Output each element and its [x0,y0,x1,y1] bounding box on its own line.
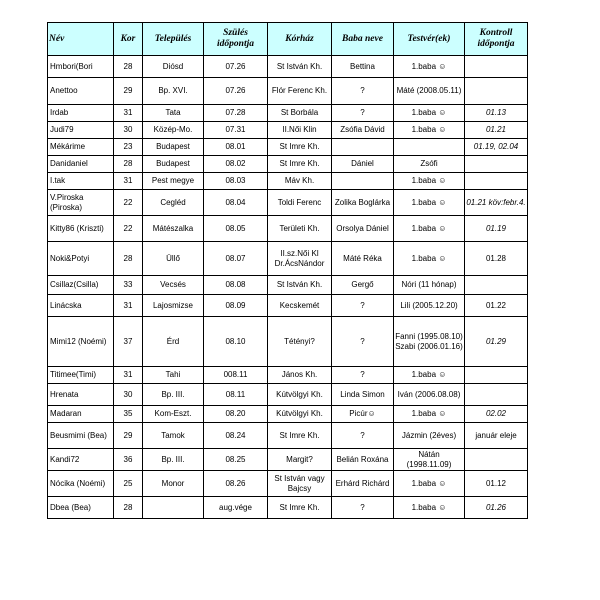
cell-korhaz: II.sz.Női Kl Dr.ÁcsNándor [268,242,332,276]
cell-szules: 08.08 [204,276,268,295]
cell-kontroll: 01.22 [465,295,528,317]
cell-baba: Picúr☺ [332,406,394,423]
cell-nev: Danidaniel [48,156,114,173]
cell-korhaz: St Imre Kh. [268,156,332,173]
table-row [48,449,528,471]
cell-baba: ? [332,105,394,122]
cell-telepules: Budapest [143,156,204,173]
cell-telepules: Monor [143,471,204,497]
cell-testver: Fanni (1995.08.10) Szabi (2006.01.16) [394,317,465,367]
cell-telepules: Érd [143,317,204,367]
cell-korhaz: St István vagy Bajcsy [268,471,332,497]
table-row [48,156,528,173]
cell-korhaz: St Imre Kh. [268,423,332,449]
header-kor: Kor [114,23,143,56]
header-kontroll: Kontroll időpontja [465,23,528,56]
cell-korhaz: St István Kh. [268,276,332,295]
header-korhaz: Kórház [268,23,332,56]
cell-baba: Bettina [332,56,394,78]
cell-szules: 08.11 [204,384,268,406]
cell-telepules: Kom-Eszt. [143,406,204,423]
cell-korhaz: Kútvölgyi Kh. [268,384,332,406]
table-row [48,276,528,295]
cell-nev: Kandi72 [48,449,114,471]
cell-nev: Mékárime [48,139,114,156]
cell-szules: 07.28 [204,105,268,122]
cell-baba: Linda Simon [332,384,394,406]
cell-testver: 1.baba ☺ [394,471,465,497]
cell-kor: 37 [114,317,143,367]
cell-testver: Máté (2008.05.11) [394,78,465,105]
cell-kontroll [465,367,528,384]
cell-kor: 31 [114,105,143,122]
cell-szules: 08.05 [204,216,268,242]
cell-korhaz: Máv Kh. [268,173,332,190]
cell-kor: 28 [114,497,143,519]
cell-nev: Kitty86 (Kriszti) [48,216,114,242]
cell-nev: V.Piroska (Piroska) [48,190,114,216]
cell-testver: 1.baba ☺ [394,406,465,423]
table-row [48,471,528,497]
cell-kor: 30 [114,122,143,139]
cell-nev: Nócika (Noémi) [48,471,114,497]
cell-kontroll: 01.19, 02.04 [465,139,528,156]
cell-telepules: Diósd [143,56,204,78]
cell-szules: 08.24 [204,423,268,449]
table-row [48,384,528,406]
table-row [48,190,528,216]
cell-nev: Dbea (Bea) [48,497,114,519]
cell-kontroll: 01.28 [465,242,528,276]
table-row [48,406,528,423]
cell-kor: 33 [114,276,143,295]
cell-testver: 1.baba ☺ [394,122,465,139]
cell-testver: Zsófi [394,156,465,173]
cell-nev: Irdab [48,105,114,122]
cell-korhaz: Toldi Ferenc [268,190,332,216]
cell-testver: 1.baba ☺ [394,497,465,519]
cell-szules: 08.03 [204,173,268,190]
cell-korhaz: St István Kh. [268,56,332,78]
cell-testver: 1.baba ☺ [394,216,465,242]
cell-baba: ? [332,78,394,105]
cell-kor: 28 [114,156,143,173]
cell-korhaz: II.Női Klin [268,122,332,139]
cell-korhaz: St Imre Kh. [268,139,332,156]
header-testver: Testvér(ek) [394,23,465,56]
cell-kor: 25 [114,471,143,497]
cell-telepules: Mátészalka [143,216,204,242]
cell-telepules: Tahi [143,367,204,384]
header-telepules: Település [143,23,204,56]
cell-kontroll [465,449,528,471]
cell-szules: 08.20 [204,406,268,423]
cell-telepules: Tamok [143,423,204,449]
cell-telepules: Bp. III. [143,449,204,471]
cell-baba: ? [332,367,394,384]
cell-baba: Erhárd Richárd [332,471,394,497]
cell-testver: 1.baba ☺ [394,367,465,384]
cell-testver: 1.baba ☺ [394,56,465,78]
cell-testver: 1.baba ☺ [394,242,465,276]
cell-baba: Zsófia Dávid [332,122,394,139]
cell-szules: 08.02 [204,156,268,173]
cell-kor: 30 [114,384,143,406]
cell-testver: 1.baba ☺ [394,190,465,216]
cell-telepules: Lajosmizse [143,295,204,317]
cell-baba: Dániel [332,156,394,173]
cell-szules: 08.26 [204,471,268,497]
cell-korhaz: St Imre Kh. [268,497,332,519]
cell-korhaz: Margit? [268,449,332,471]
cell-kor: 31 [114,367,143,384]
cell-kor: 31 [114,173,143,190]
cell-baba [332,173,394,190]
birth-table [47,22,528,519]
cell-kontroll: 02.02 [465,406,528,423]
table-row [48,317,528,367]
table-row [48,122,528,139]
cell-baba: ? [332,497,394,519]
cell-korhaz: Flór Ferenc Kh. [268,78,332,105]
table-row [48,105,528,122]
header-nev: Név [48,23,114,56]
header-baba: Baba neve [332,23,394,56]
cell-nev: Anettoo [48,78,114,105]
cell-szules: 08.09 [204,295,268,317]
cell-kontroll: 01.12 [465,471,528,497]
cell-kor: 36 [114,449,143,471]
cell-nev: Mimi12 (Noémi) [48,317,114,367]
cell-kor: 22 [114,216,143,242]
cell-baba: ? [332,423,394,449]
cell-telepules: Cegléd [143,190,204,216]
cell-baba: Gergő [332,276,394,295]
cell-szules: 08.25 [204,449,268,471]
cell-kor: 29 [114,423,143,449]
cell-kontroll [465,173,528,190]
cell-telepules: Bp. III. [143,384,204,406]
table-row [48,78,528,105]
cell-testver: Lili (2005.12.20) [394,295,465,317]
cell-szules: 08.04 [204,190,268,216]
table-row [48,56,528,78]
cell-kor: 22 [114,190,143,216]
cell-baba: ? [332,295,394,317]
cell-szules: 08.01 [204,139,268,156]
cell-nev: Csillaz(Csilla) [48,276,114,295]
cell-kontroll: január eleje [465,423,528,449]
cell-baba: ? [332,317,394,367]
table-row [48,367,528,384]
cell-nev: Madaran [48,406,114,423]
cell-telepules: Bp. XVI. [143,78,204,105]
cell-kontroll: 01.13 [465,105,528,122]
cell-kor: 23 [114,139,143,156]
cell-telepules: Tata [143,105,204,122]
cell-kontroll [465,56,528,78]
table-row [48,139,528,156]
header-szules: Szülés időpontja [204,23,268,56]
cell-telepules [143,497,204,519]
cell-korhaz: Tétényi? [268,317,332,367]
cell-baba: Belián Roxána [332,449,394,471]
cell-szules: 008.11 [204,367,268,384]
cell-korhaz: St Borbála [268,105,332,122]
cell-testver: Nátán (1998.11.09) [394,449,465,471]
cell-telepules: Vecsés [143,276,204,295]
cell-korhaz: János Kh. [268,367,332,384]
table-row [48,295,528,317]
cell-kor: 28 [114,56,143,78]
cell-korhaz: Kútvölgyi Kh. [268,406,332,423]
cell-nev: Hmbori(Bori [48,56,114,78]
cell-szules: 07.26 [204,56,268,78]
cell-kontroll [465,156,528,173]
cell-szules: 07.26 [204,78,268,105]
cell-testver: Nóri (11 hónap) [394,276,465,295]
cell-telepules: Budapest [143,139,204,156]
cell-szules: 07.31 [204,122,268,139]
cell-baba [332,139,394,156]
table-row [48,497,528,519]
cell-kor: 31 [114,295,143,317]
table-row [48,173,528,190]
cell-testver: 1.baba ☺ [394,105,465,122]
cell-telepules: Közép-Mo. [143,122,204,139]
header-row [48,23,528,56]
table-container [47,22,528,519]
cell-kontroll [465,276,528,295]
cell-nev: Beusmimi (Bea) [48,423,114,449]
cell-telepules: Üllő [143,242,204,276]
cell-kor: 28 [114,242,143,276]
cell-nev: Hrenata [48,384,114,406]
cell-testver: 1.baba ☺ [394,173,465,190]
cell-nev: I.tak [48,173,114,190]
table-row [48,216,528,242]
cell-korhaz: Kecskemét [268,295,332,317]
cell-nev: Titimee(Timi) [48,367,114,384]
cell-szules: 08.10 [204,317,268,367]
cell-szules: aug.vége [204,497,268,519]
cell-kor: 29 [114,78,143,105]
cell-kor: 35 [114,406,143,423]
cell-kontroll: 01.21 [465,122,528,139]
table-row [48,423,528,449]
cell-kontroll: 01.21 köv:febr.4. [465,190,528,216]
cell-nev: Judi79 [48,122,114,139]
cell-nev: Linácska [48,295,114,317]
cell-szules: 08.07 [204,242,268,276]
cell-kontroll: 01.19 [465,216,528,242]
cell-kontroll: 01.26 [465,497,528,519]
cell-baba: Orsolya Dániel [332,216,394,242]
table-row [48,242,528,276]
cell-telepules: Pest megye [143,173,204,190]
cell-testver [394,139,465,156]
cell-testver: Iván (2006.08.08) [394,384,465,406]
cell-testver: Jázmin (2éves) [394,423,465,449]
cell-baba: Máté Réka [332,242,394,276]
cell-kontroll: 01.29 [465,317,528,367]
cell-baba: Zolika Boglárka [332,190,394,216]
cell-nev: Noki&Potyi [48,242,114,276]
cell-kontroll [465,78,528,105]
cell-kontroll [465,384,528,406]
cell-korhaz: Területi Kh. [268,216,332,242]
